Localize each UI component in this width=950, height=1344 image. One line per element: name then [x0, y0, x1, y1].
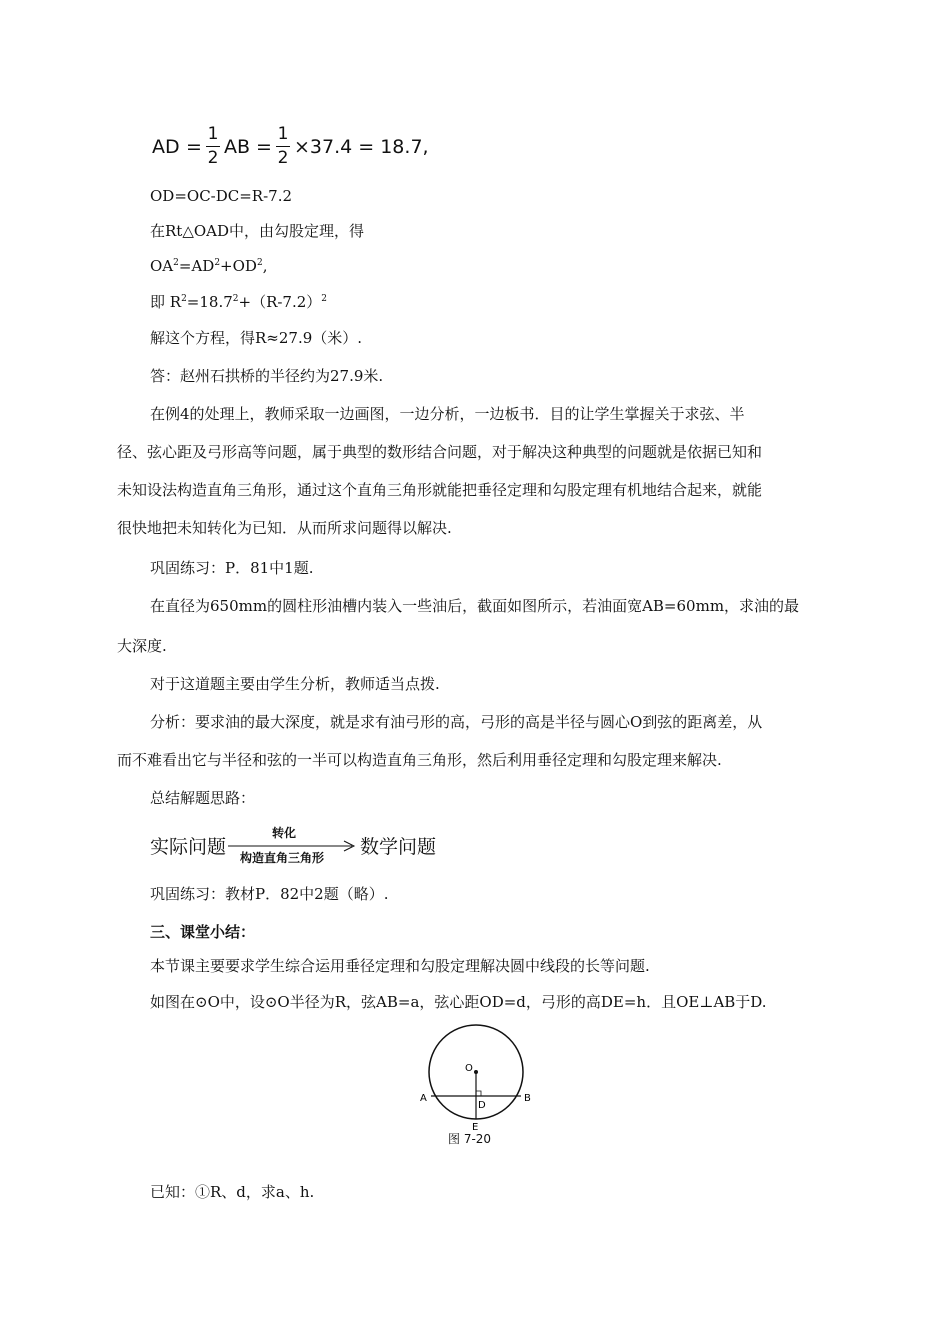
line-para3: 对于这道题主要由学生分析，教师适当点拨.	[150, 675, 440, 693]
para1-line4: 很快地把未知转化为已知．从而所求问题得以解决.	[117, 519, 452, 537]
line-practice2: 巩固练习：教材P．82中2题（略）.	[150, 885, 389, 903]
line-para6: 如图在⊙O中，设⊙O半径为R，弦AB=a，弦心距OD=d，弓形的高DE=h．且OE⊥AB于D.	[150, 993, 767, 1011]
formula-tail: ×37.4 = 18.7,	[294, 136, 429, 158]
para4-line2: 而不难看出它与半径和弦的一半可以构造直角三角形，然后利用垂径定理和勾股定理来解决.	[117, 751, 722, 769]
line-known: 已知：①R、d，求a、h.	[150, 1183, 315, 1201]
circle-diagram	[420, 1022, 540, 1132]
flow-left-text: 实际问题	[150, 836, 227, 858]
line-summary-label: 总结解题思路：	[150, 789, 256, 807]
para1-line2: 径、弦心距及弓形高等问题，属于典型的数形结合问题，对于解决这种典型的问题就是依据已知和	[117, 443, 763, 461]
para1-line3: 未知设法构造直角三角形，通过这个直角三角形就能把垂径定理和勾股定理有机地结合起来，就能	[117, 481, 763, 499]
formula-mid: AB	[224, 136, 251, 158]
line-solve: 解这个方程，得R≈27.9（米）.	[150, 329, 363, 347]
section3-heading: 三、课堂小结：	[150, 923, 256, 941]
line-practice1: 巩固练习：P．81中1题.	[150, 559, 314, 577]
label-e: E	[472, 1122, 479, 1132]
label-a: A	[420, 1093, 427, 1104]
label-b: B	[524, 1093, 531, 1104]
line-od: OD=OC-DC=R-7.2	[150, 187, 293, 205]
line-ji: 即 $R^2=18.7^2+(R-7.2)^2$	[150, 293, 328, 311]
flow-bottom-text: 构造直角三角形	[240, 851, 325, 865]
line-rt: 在Rt△OAD中，由勾股定理，得	[150, 222, 365, 240]
label-d: D	[478, 1100, 486, 1111]
line-para5: 本节课主要要求学生综合运用垂径定理和勾股定理解决圆中线段的长等问题.	[150, 957, 650, 975]
label-o: O	[465, 1063, 473, 1074]
para2-line2: 大深度.	[117, 637, 167, 655]
line-oa: $OA^2=AD^2+OD^2$,	[150, 257, 268, 275]
circle-figure	[420, 1022, 540, 1152]
flow-diagram	[150, 822, 450, 867]
para4-line1: 分析：要求油的最大深度，就是求有油弓形的高，弓形的高是半径与圆心O到弦的距离差，从	[150, 713, 763, 731]
formula-eq2: =	[256, 136, 272, 158]
flow-top-text: 转化	[272, 826, 297, 840]
flow-right-text: 数学问题	[360, 836, 437, 858]
formula-lhs: AD	[152, 136, 180, 158]
formula-eq1: =	[186, 136, 202, 158]
para2-line1: 在直径为650mm的圆柱形油槽内装入一些油后，截面如图所示，若油面宽AB=60mm，求油的最	[150, 597, 800, 615]
figure-caption: 图 7-20	[448, 1132, 492, 1146]
para1-line1: 在例4的处理上，教师采取一边画图，一边分析，一边板书．目的让学生掌握关于求弦、半	[150, 405, 745, 423]
line-answer: 答：赵州石拱桥的半径约为27.9米.	[150, 367, 384, 385]
